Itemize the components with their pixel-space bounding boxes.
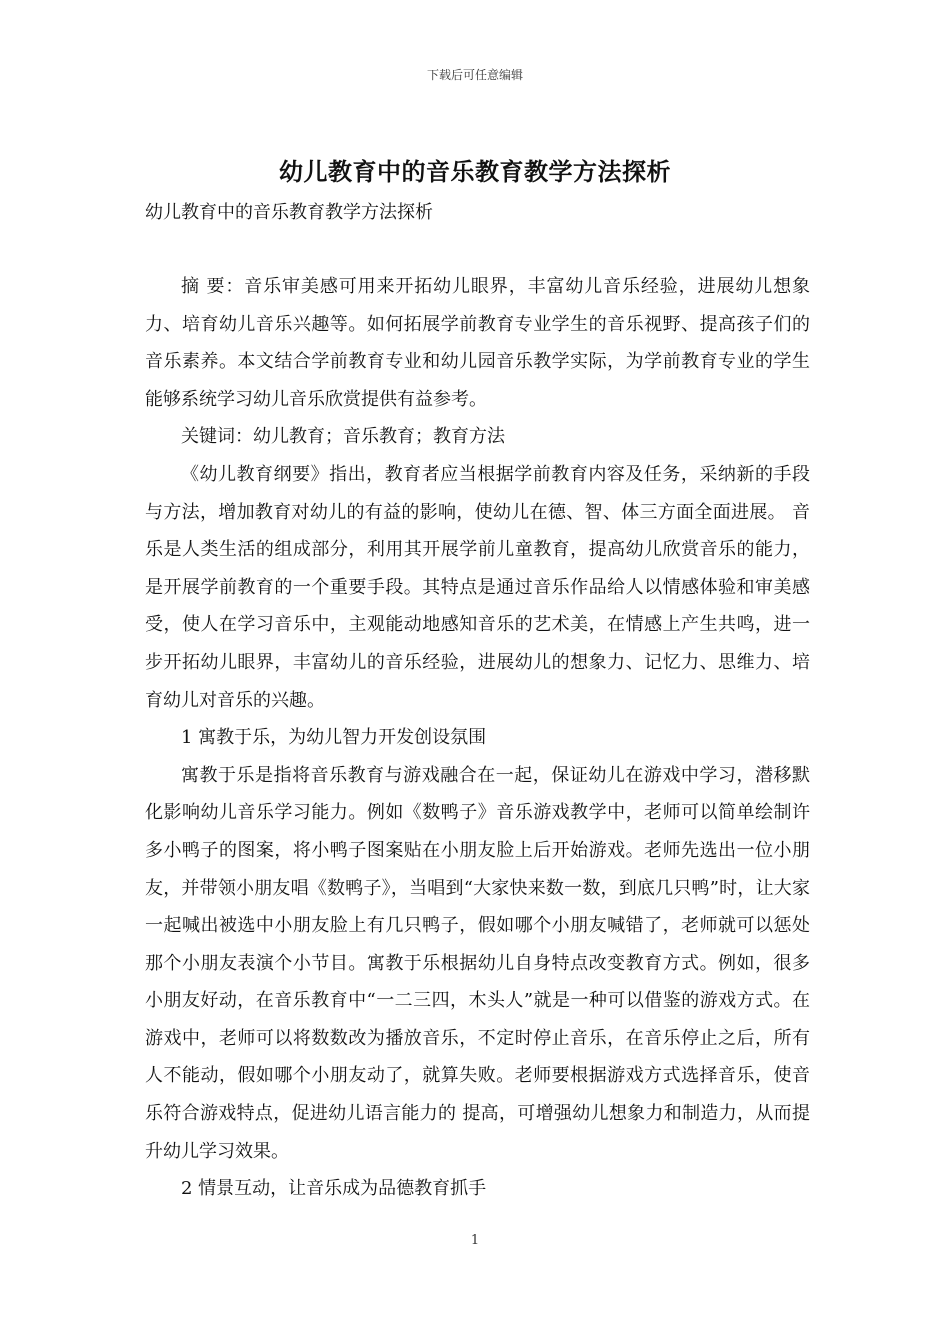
- abstract-paragraph: 摘 要：音乐审美感可用来开拓幼儿眼界，丰富幼儿音乐经验，进展幼儿想象力、培育幼儿音乐兴趣等。如何拓展学前教育专业学生的音乐视野、提高孩子们的音乐素养。本文结合学前教育专业和幼儿园音乐教学实际，为学前教育专业的学生能够系统学习幼儿音乐欣赏提供有益参考。: [145, 276, 810, 410]
- intro-paragraph: 《幼儿教育纲要》指出，教育者应当根据学前教育内容及任务，采纳新的手段与方法，增加教育对幼儿的有益的影响，使幼儿在德、智、体三方面全面进展。 音乐是人类生活的组成部分，利用其开展学前儿童教育，提高幼儿欣赏音乐的能力，是开展学前教育的一个重要手段。其特点是通过音乐作品给人以情感体验和审美感受，使人在学习音乐中，主观能动地感知音乐的艺术美，在情感上产生共鸣，进一步开拓幼儿眼界，丰富幼儿的音乐经验，进展幼儿的想象力、记忆力、思维力、培育幼儿对音乐的兴趣。: [145, 463, 810, 711]
- header-note: 下载后可任意编辑: [426, 68, 523, 82]
- page-number: 1: [470, 1233, 480, 1248]
- section-heading-1: 1 寓教于乐，为幼儿智力开发创设氛围: [181, 727, 487, 749]
- keywords-paragraph: 关键词：幼儿教育；音乐教育；教育方法: [181, 426, 505, 448]
- section-heading-2: 2 情景互动，让音乐成为品德教育抓手: [181, 1178, 487, 1200]
- document-title: 幼儿教育中的音乐教育教学方法探析: [279, 157, 671, 186]
- section-1-paragraph: 寓教于乐是指将音乐教育与游戏融合在一起，保证幼儿在游戏中学习，潜移默化影响幼儿音乐学习能力。例如《数鸭子》音乐游戏教学中，老师可以简单绘制许多小鸭子的图案，将小鸭子图案贴在小朋友脸上后开始游戏。老师先选出一位小朋友，并带领小朋友唱《数鸭子》，当唱到“大家快来数一数，到底几只鸭”时，让大家一起喊出被选中小朋友脸上有几只鸭子，假如哪个小朋友喊错了，老师就可以惩处那个小朋友表演个小节目。寓教于乐根据幼儿自身特点改变教育方式。例如，很多小朋友好动，在音乐教育中“一二三四，木头人”就是一种可以借鉴的游戏方式。在游戏中，老师可以将数数改为播放音乐，不定时停止音乐，在音乐停止之后，所有人不能动，假如哪个小朋友动了，就算失败。老师要根据游戏方式选择音乐，使音乐符合游戏特点，促进幼儿语言能力的 提高，可增强幼儿想象力和制造力，从而提升幼儿学习效果。: [145, 764, 810, 1162]
- document-subtitle: 幼儿教育中的音乐教育教学方法探析: [145, 202, 433, 223]
- document-body: [145, 268, 810, 1208]
